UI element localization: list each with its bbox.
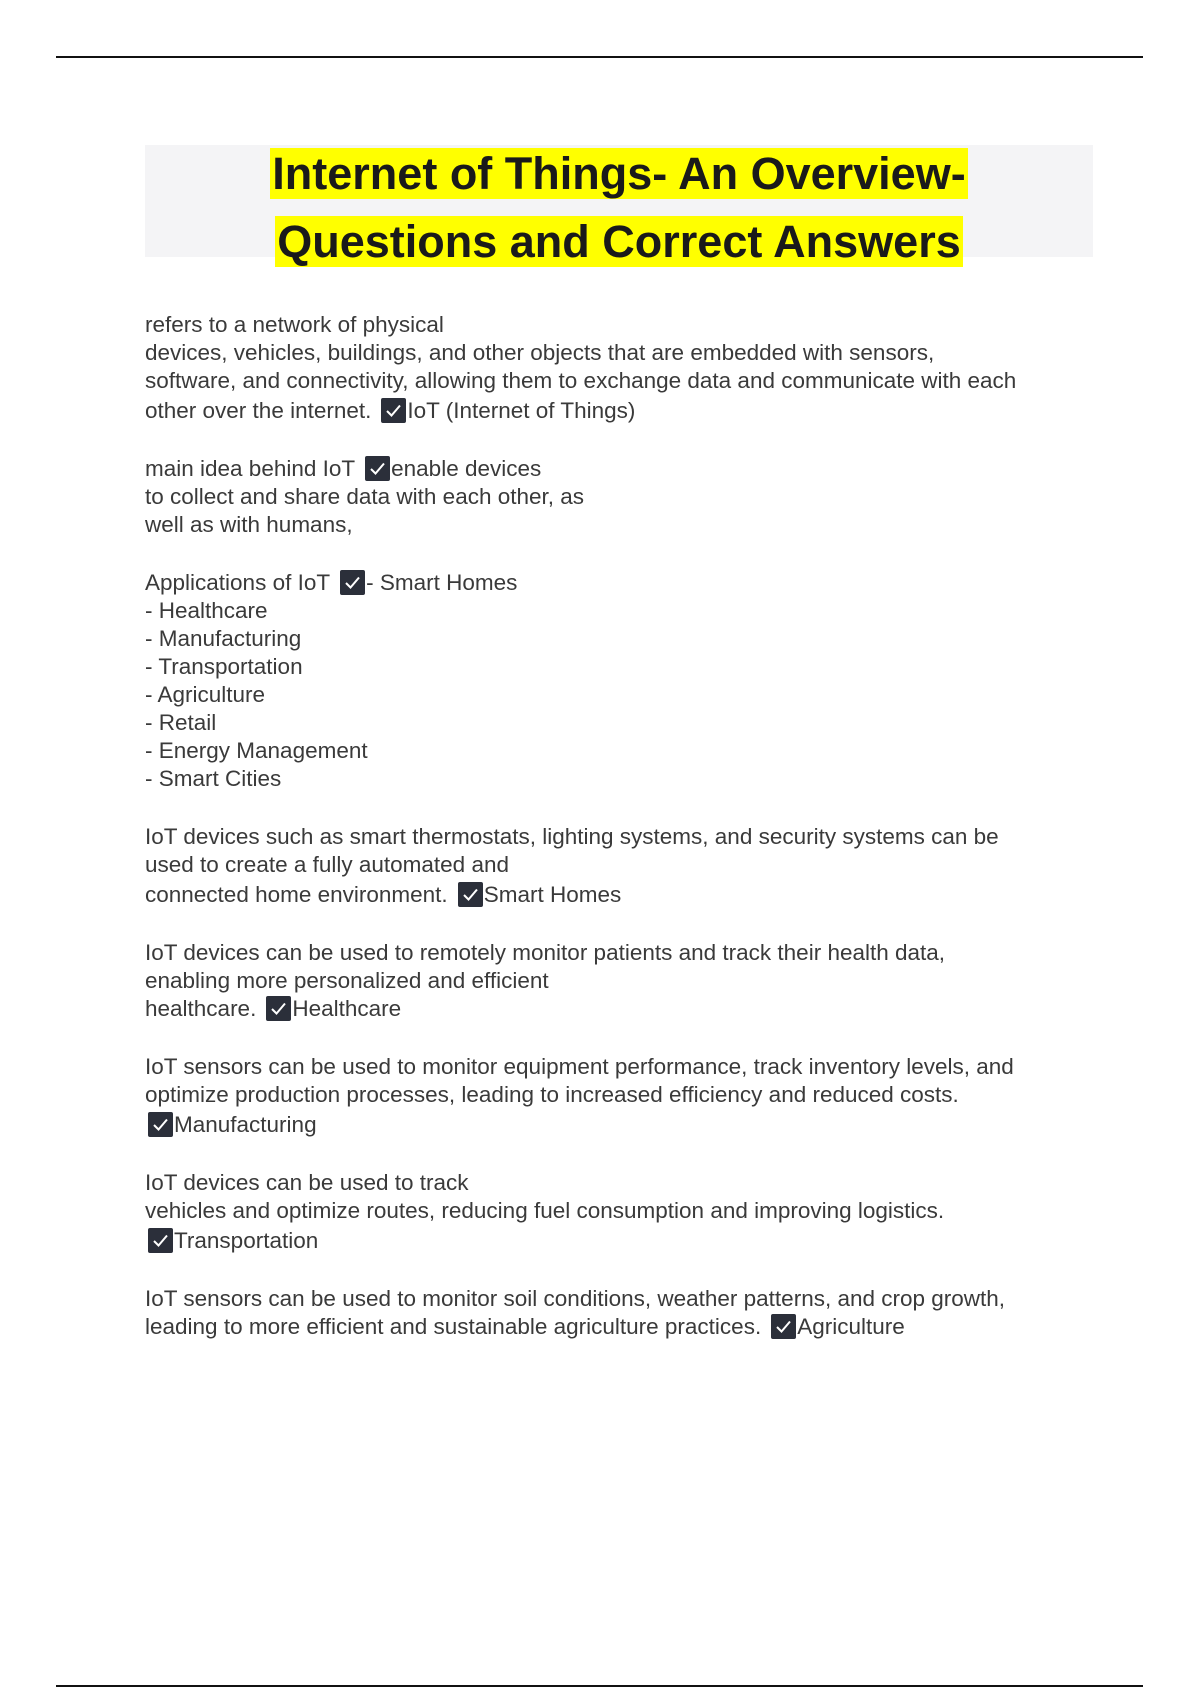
answer-text: Smart Homes [483, 882, 622, 907]
list-item: - Retail [145, 710, 217, 735]
flashcard [145, 1169, 1095, 1255]
checkmark-box-icon [365, 456, 390, 481]
question-line: Applications of IoT [145, 570, 331, 595]
flashcard [145, 823, 1095, 909]
list-item: - Smart Cities [145, 766, 282, 791]
flashcard-list [145, 311, 1095, 1371]
question-line: IoT devices can be used to track [145, 1170, 469, 1195]
answer-text: IoT (Internet of Things) [407, 398, 636, 423]
answer-line: well as with humans, [145, 512, 353, 537]
checkmark-box-icon [148, 1112, 173, 1137]
checkmark-box-icon [266, 996, 291, 1021]
question-line: devices, vehicles, buildings, and other objects that are embedded with sensors, [145, 340, 935, 365]
title-band [145, 145, 1093, 267]
question-line: leading to more efficient and sustainable agriculture practices. [145, 1314, 762, 1339]
flashcard [145, 569, 1095, 793]
list-item: - Energy Management [145, 738, 368, 763]
question-line: IoT devices such as smart thermostats, lighting systems, and security systems can be [145, 824, 999, 849]
checkmark-box-icon [340, 570, 365, 595]
question-line: refers to a network of physical [145, 312, 444, 337]
answer-line: to collect and share data with each other, as [145, 484, 585, 509]
question-line: IoT sensors can be used to monitor equipment performance, track inventory levels, and [145, 1054, 1014, 1079]
flashcard [145, 1053, 1095, 1139]
checkmark-box-icon [381, 398, 406, 423]
list-item: - Transportation [145, 654, 303, 679]
question-line: IoT sensors can be used to monitor soil conditions, weather patterns, and crop growth, [145, 1286, 1006, 1311]
question-line: used to create a fully automated and [145, 852, 509, 877]
question-line: other over the internet. [145, 398, 372, 423]
answer-text: Healthcare [292, 996, 402, 1021]
checkmark-box-icon [148, 1228, 173, 1253]
question-line: healthcare. [145, 996, 257, 1021]
list-item: - Manufacturing [145, 626, 302, 651]
title-line-2: Questions and Correct Answers [277, 216, 961, 267]
question-line: connected home environment. [145, 882, 448, 907]
checkmark-box-icon [771, 1314, 796, 1339]
list-item: - Healthcare [145, 598, 268, 623]
bottom-divider [56, 1685, 1143, 1687]
page-title [270, 148, 967, 267]
question-line: main idea behind IoT [145, 456, 356, 481]
answer-text: Transportation [174, 1228, 319, 1253]
title-line-1: Internet of Things- An Overview- [272, 148, 966, 199]
answer-line: enable devices [391, 456, 542, 481]
flashcard [145, 939, 1095, 1023]
question-line: enabling more personalized and efficient [145, 968, 549, 993]
question-line: optimize production processes, leading to increased efficiency and reduced costs. [145, 1082, 959, 1107]
answer-text: Manufacturing [174, 1112, 317, 1137]
question-line: vehicles and optimize routes, reducing fuel consumption and improving logistics. [145, 1198, 945, 1223]
answer-text: Agriculture [797, 1314, 905, 1339]
flashcard [145, 311, 1095, 425]
checkmark-box-icon [458, 882, 483, 907]
question-line: IoT devices can be used to remotely monitor patients and track their health data, [145, 940, 946, 965]
top-divider [56, 56, 1143, 58]
list-item: - Agriculture [145, 682, 266, 707]
flashcard [145, 1285, 1095, 1341]
flashcard [145, 455, 1095, 539]
answer-line: - Smart Homes [366, 570, 518, 595]
question-line: software, and connectivity, allowing them to exchange data and communicate with each [145, 368, 1017, 393]
